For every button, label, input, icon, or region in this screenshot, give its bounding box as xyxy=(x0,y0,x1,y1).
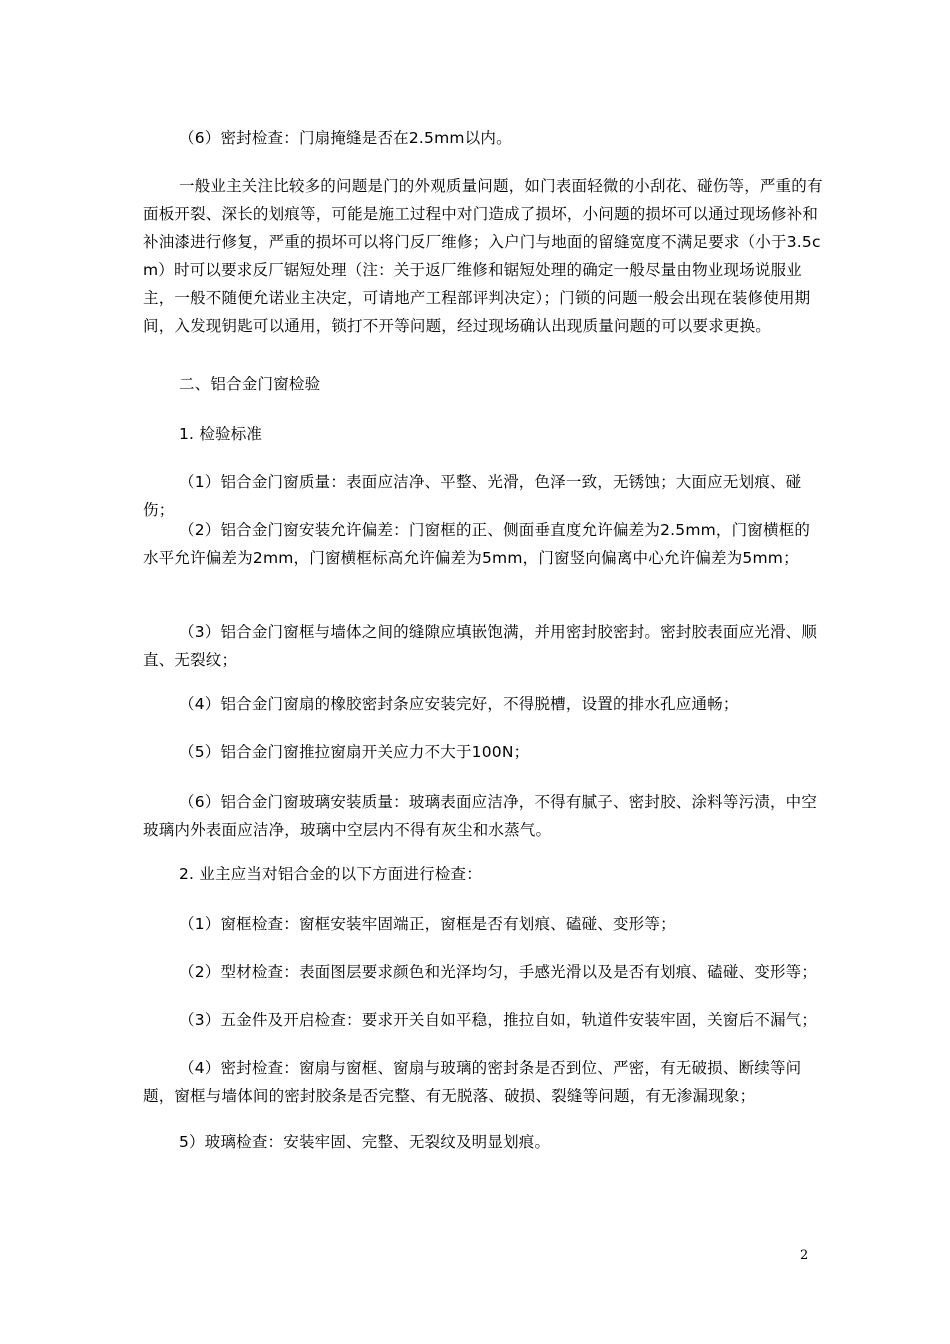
paragraph-standard-5: （5）铝合金门窗推拉窗扇开关应力不大于100N； xyxy=(179,743,530,761)
paragraph-check-2: （2）型材检查：表面图层要求颜色和光泽均匀，手感光滑以及是否有划痕、磕碰、变形等； xyxy=(179,963,818,981)
paragraph-standard-3: （3）铝合金门窗框与墙体之间的缝隙应填嵌饱满，并用密封胶密封。密封胶表面应光滑、顺直、无裂纹； xyxy=(143,623,818,669)
paragraph-standard-1: （1）铝合金门窗质量：表面应洁净、平整、光滑，色泽一致，无锈蚀；大面应无划痕、碰伤； xyxy=(143,473,802,519)
subheading-inspection-standards: 1. 检验标准 xyxy=(179,425,263,443)
paragraph-standard-2: （2）铝合金门窗安装允许偏差：门窗框的正、侧面垂直度允许偏差为2.5mm，门窗横框的水平允许偏差为2mm，门窗横框标高允许偏差为5mm，门窗竖向偏离中心允许偏差为5mm； xyxy=(143,521,811,567)
paragraph-standard-4: （4）铝合金门窗扇的橡胶密封条应安装完好，不得脱槽，设置的排水孔应通畅； xyxy=(179,695,739,713)
paragraph-door-seal-check: （6）密封检查：门扇掩缝是否在2.5mm以内。 xyxy=(179,129,512,147)
paragraph-check-3: （3）五金件及开启检查：要求开关自如平稳，推拉自如，轨道件安装牢固，关窗后不漏气； xyxy=(179,1011,818,1029)
section-heading-aluminum-windows: 二、铝合金门窗检验 xyxy=(179,375,321,393)
paragraph-check-1: （1）窗框检查：窗框安装牢固端正，窗框是否有划痕、磕碰、变形等； xyxy=(179,915,676,933)
paragraph-check-4: （4）密封检查：窗扇与窗框、窗扇与玻璃的密封条是否到位、严密，有无破损、断续等问题，窗框与墙体间的密封胶条是否完整、有无脱落、破损、裂缝等问题，有无渗漏现象； xyxy=(143,1059,802,1105)
paragraph-standard-6: （6）铝合金门窗玻璃安装质量：玻璃表面应洁净，不得有腻子、密封胶、涂料等污渍，中空玻璃内外表面应洁净，玻璃中空层内不得有灰尘和水蒸气。 xyxy=(143,793,818,839)
paragraph-owner-concerns: 一般业主关注比较多的问题是门的外观质量问题，如门表面轻微的小刮花、碰伤等，严重的有面板开裂、深长的划痕等，可能是施工过程中对门造成了损坏，小问题的损坏可以通过现场修补和补油漆进行修复，严重的损坏可以将门反厂维修；入户门与地面的留缝宽度不满足要求（小于3.5cm）时可以要求反厂锯短处理（注：关于返厂维修和锯短处理的确定一般尽量由物业现场说服业主，一般不随便允诺业主决定，可请地产工程部评判决定）；门锁的问题一般会出现在装修使用期间，入发现钥匙可以通用，锁打不开等问题，经过现场确认出现质量问题的可以要求更换。 xyxy=(143,177,823,335)
page-number: 2 xyxy=(800,1248,809,1263)
paragraph-check-5: 5）玻璃检查：安装牢固、完整、无裂纹及明显划痕。 xyxy=(179,1133,551,1151)
subheading-owner-checks: 2. 业主应当对铝合金的以下方面进行检查： xyxy=(179,865,482,883)
